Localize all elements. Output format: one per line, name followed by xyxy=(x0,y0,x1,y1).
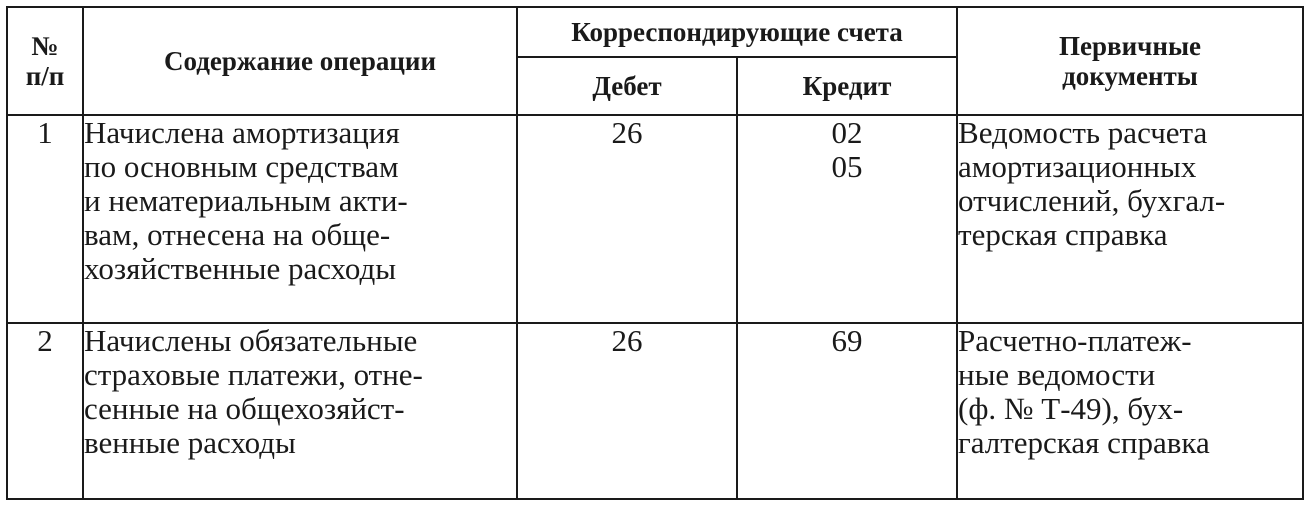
table-row xyxy=(7,115,1303,323)
header-number-line2: п/п xyxy=(25,61,65,91)
operation-description xyxy=(83,323,517,499)
header-primary-documents xyxy=(957,7,1303,115)
documents-line: отчислений, бухгал- xyxy=(958,183,1226,218)
credit-account xyxy=(737,323,957,499)
credit-value: 69 xyxy=(831,323,863,358)
row-number: 2 xyxy=(7,323,83,499)
header-operation: Содержание операции xyxy=(83,7,517,115)
documents-line: Ведомость расчета xyxy=(958,115,1208,150)
debit-value: 26 xyxy=(611,323,643,358)
header-docs-line1: Первичные xyxy=(1059,31,1202,61)
description-line: венные расходы xyxy=(84,425,296,460)
credit-account xyxy=(737,115,957,323)
table-row xyxy=(7,323,1303,499)
header-docs-line2: документы xyxy=(1062,61,1198,91)
header-number-line1: № xyxy=(31,31,59,61)
row-number: 1 xyxy=(7,115,83,323)
debit-account xyxy=(517,115,737,323)
operation-description xyxy=(83,115,517,323)
documents-line: ные ведомости xyxy=(958,357,1156,392)
header-debit: Дебет xyxy=(517,57,737,115)
operations-table xyxy=(6,6,1304,500)
description-line: по основным средствам xyxy=(84,149,399,184)
documents-line: терская справка xyxy=(958,217,1168,252)
documents-line: Расчетно-платеж- xyxy=(958,323,1192,358)
primary-documents xyxy=(957,323,1303,499)
description-line: страховые платежи, отне- xyxy=(84,357,423,392)
description-line: и нематериальным акти- xyxy=(84,183,408,218)
documents-line: амортизационных xyxy=(958,149,1197,184)
header-number xyxy=(7,7,83,115)
debit-value: 26 xyxy=(611,115,643,150)
description-line: Начислены обязательные xyxy=(84,323,418,358)
description-line: хозяйственные расходы xyxy=(84,251,397,286)
header-row-top xyxy=(7,7,1303,57)
documents-line: (ф. № Т-49), бух- xyxy=(958,391,1184,426)
credit-value: 02 xyxy=(831,115,863,150)
description-line: Начислена амортизация xyxy=(84,115,400,150)
debit-account xyxy=(517,323,737,499)
description-line: сенные на общехозяйст- xyxy=(84,391,405,426)
credit-value: 05 xyxy=(831,149,863,184)
description-line: вам, отнесена на обще- xyxy=(84,217,391,252)
documents-line: галтерская справка xyxy=(958,425,1210,460)
primary-documents xyxy=(957,115,1303,323)
header-credit: Кредит xyxy=(737,57,957,115)
header-corresponding-accounts: Корреспондирующие счета xyxy=(517,7,957,57)
